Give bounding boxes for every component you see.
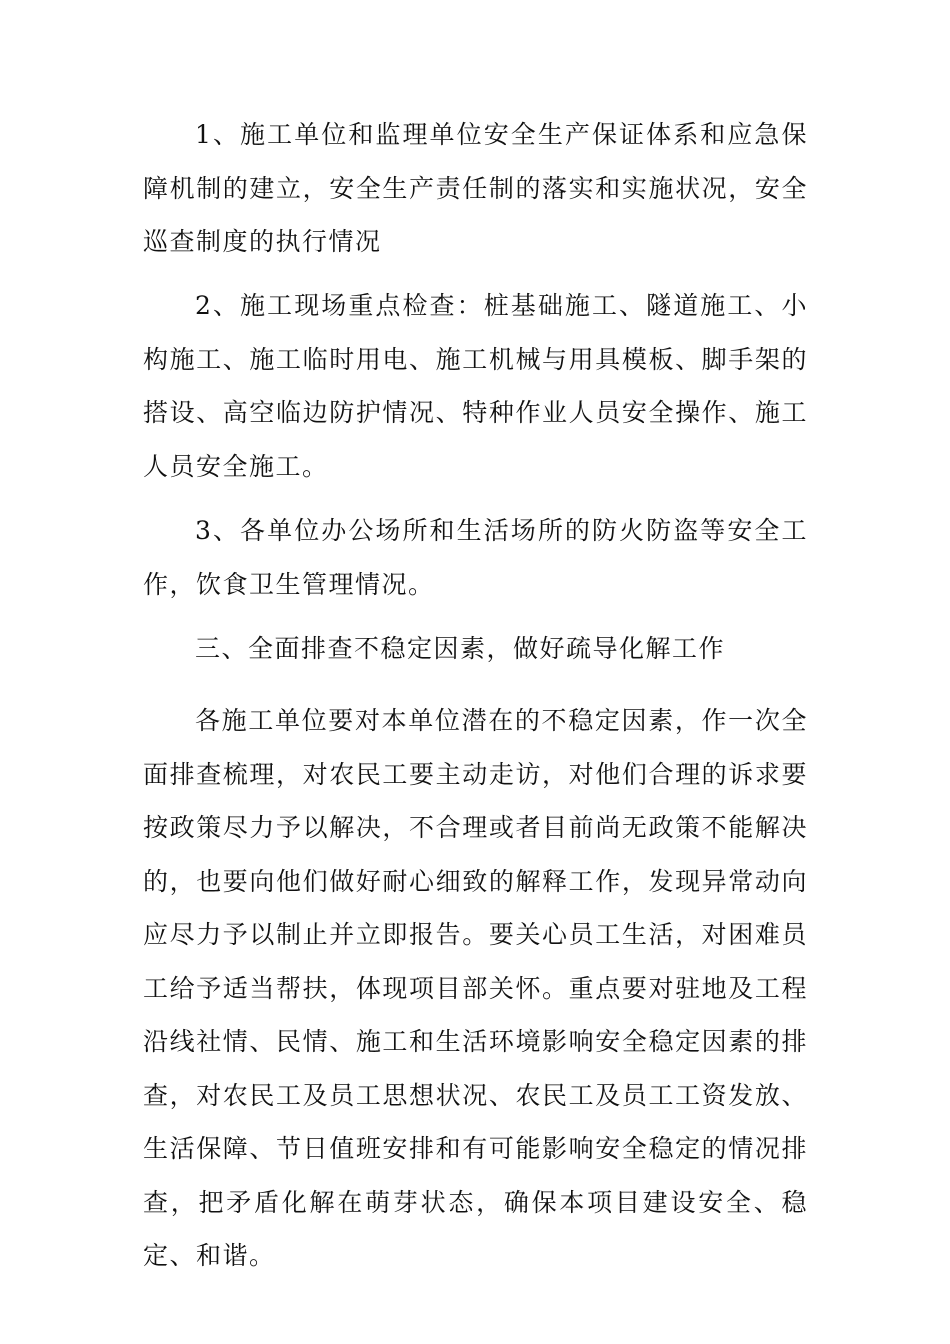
section-heading-3: 三、全面排查不稳定因素，做好疏导化解工作 <box>195 634 726 663</box>
paragraph-section-3-body: 各施工单位要对本单位潜在的不稳定因素，作一次全面排查梳理，对农民工要主动走访，对他们合理的诉求要按政策尽力予以解决，不合理或者目前尚无政策不能解决的，也要向他们做好耐心细致的解释工作，发现异常动向应尽力予以制止并立即报告。要关心员工生活，对困难员工给予适当帮扶，体现项目部关怀。重点要对驻地及工程沿线社情、民情、施工和生活环境影响安全稳定因素的排查，对农民工及员工思想状况、农民工及员工工资发放、生活保障、节日值班安排和有可能影响安全稳定的情况排查，把矛盾化解在萌芽状态，确保本项目建设安全、稳定、和谐。 <box>143 706 808 1270</box>
paragraph-inspection-item-2: 2、施工现场重点检查：桩基础施工、隧道施工、小构施工、施工临时用电、施工机械与用具模板、脚手架的搭设、高空临边防护情况、特种作业人员安全操作、施工人员安全施工。 <box>143 291 808 481</box>
paragraph-inspection-item-3: 3、各单位办公场所和生活场所的防火防盗等安全工作，饮食卫生管理情况。 <box>143 516 808 599</box>
paragraph-inspection-item-1: 1、施工单位和监理单位安全生产保证体系和应急保障机制的建立，安全生产责任制的落实和实施状况，安全巡查制度的执行情况 <box>143 120 808 256</box>
